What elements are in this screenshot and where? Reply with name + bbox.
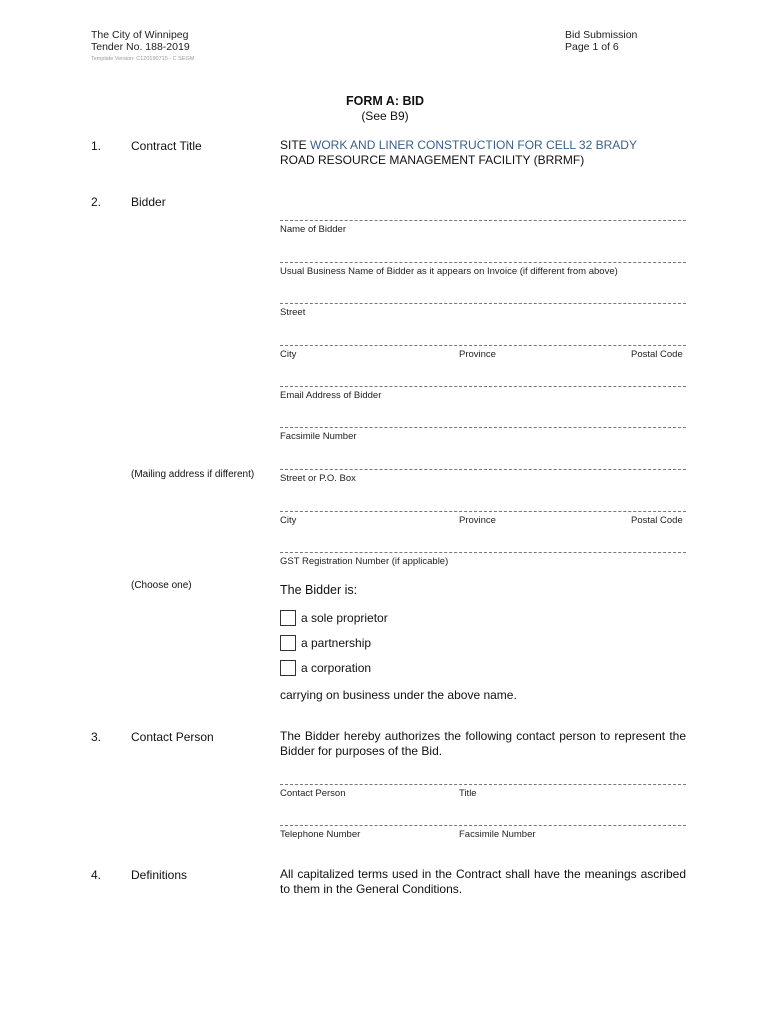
contract-title-start: SITE <box>280 138 311 152</box>
section-2-label: Bidder <box>131 195 166 209</box>
contract-title <box>280 138 700 168</box>
telephone-label: Telephone Number <box>280 829 361 840</box>
gst-field[interactable] <box>280 552 686 553</box>
contract-title-line2: ROAD RESOURCE MANAGEMENT FACILITY (BRRMF) <box>280 153 585 167</box>
contact-facsimile-label: Facsimile Number <box>459 829 536 840</box>
partnership-label: a partnership <box>301 636 372 650</box>
section-4-number: 4. <box>91 868 102 882</box>
section-2-number: 2. <box>91 195 102 209</box>
postal-code-label: Postal Code <box>631 349 683 360</box>
sole-proprietor-label: a sole proprietor <box>301 611 388 625</box>
bidder-is-label: The Bidder is: <box>280 583 358 597</box>
choose-one-note: (Choose one) <box>131 580 192 591</box>
facsimile-label: Facsimile Number <box>280 431 357 442</box>
mailing-postal-code-label: Postal Code <box>631 515 683 526</box>
contact-title-label: Title <box>459 788 477 799</box>
gst-label: GST Registration Number (if applicable) <box>280 556 449 567</box>
header-doc-type: Bid Submission <box>565 29 638 41</box>
province-label: Province <box>459 349 496 360</box>
carrying-on-business-text: carrying on business under the above name. <box>280 688 517 702</box>
section-3-number: 3. <box>91 730 102 744</box>
corporation-label: a corporation <box>301 661 372 675</box>
sole-proprietor-checkbox[interactable] <box>280 610 296 626</box>
form-subtitle: (See B9) <box>361 109 409 123</box>
form-title: FORM A: BID <box>346 94 424 108</box>
contact-phone-fax-field[interactable] <box>280 825 686 826</box>
header-tender-number: Tender No. 188-2019 <box>91 41 190 53</box>
contact-person-title-field[interactable] <box>280 784 686 785</box>
contract-title-highlight: WORK AND LINER CONSTRUCTION FOR CELL 32 BRADY <box>310 138 637 152</box>
mailing-address-note: (Mailing address if different) <box>131 469 255 480</box>
mailing-street-field[interactable] <box>280 469 686 470</box>
corporation-checkbox[interactable] <box>280 660 296 676</box>
city-province-postal-field[interactable] <box>280 345 686 346</box>
email-label: Email Address of Bidder <box>280 390 382 401</box>
facsimile-field[interactable] <box>280 427 686 428</box>
partnership-checkbox[interactable] <box>280 635 296 651</box>
email-field[interactable] <box>280 386 686 387</box>
contact-authorization-text: The Bidder hereby authorizes the following contact person to represent the Bidder for purposes of the Bid. <box>280 729 686 758</box>
name-of-bidder-label: Name of Bidder <box>280 224 347 235</box>
usual-business-name-field[interactable] <box>280 262 686 263</box>
mailing-province-label: Province <box>459 515 496 526</box>
section-1-label: Contract Title <box>131 139 202 153</box>
mailing-city-province-postal-field[interactable] <box>280 511 686 512</box>
city-label: City <box>280 349 297 360</box>
street-field[interactable] <box>280 303 686 304</box>
street-label: Street <box>280 307 306 318</box>
usual-business-name-label: Usual Business Name of Bidder as it appears on Invoice (if different from above) <box>280 266 618 277</box>
section-4-label: Definitions <box>131 868 188 882</box>
header-org: The City of Winnipeg <box>91 29 189 41</box>
name-of-bidder-field[interactable] <box>280 220 686 221</box>
header-template-note: Template Version: C120190715 - C SEGM <box>91 56 195 62</box>
section-1-number: 1. <box>91 139 102 153</box>
contact-person-label: Contact Person <box>280 788 346 799</box>
mailing-city-label: City <box>280 515 297 526</box>
section-3-label: Contact Person <box>131 730 214 744</box>
mailing-street-label: Street or P.O. Box <box>280 473 356 484</box>
header-page-number: Page 1 of 6 <box>565 41 619 53</box>
definitions-text: All capitalized terms used in the Contract shall have the meanings ascribed to them in the General Conditions. <box>280 867 686 896</box>
